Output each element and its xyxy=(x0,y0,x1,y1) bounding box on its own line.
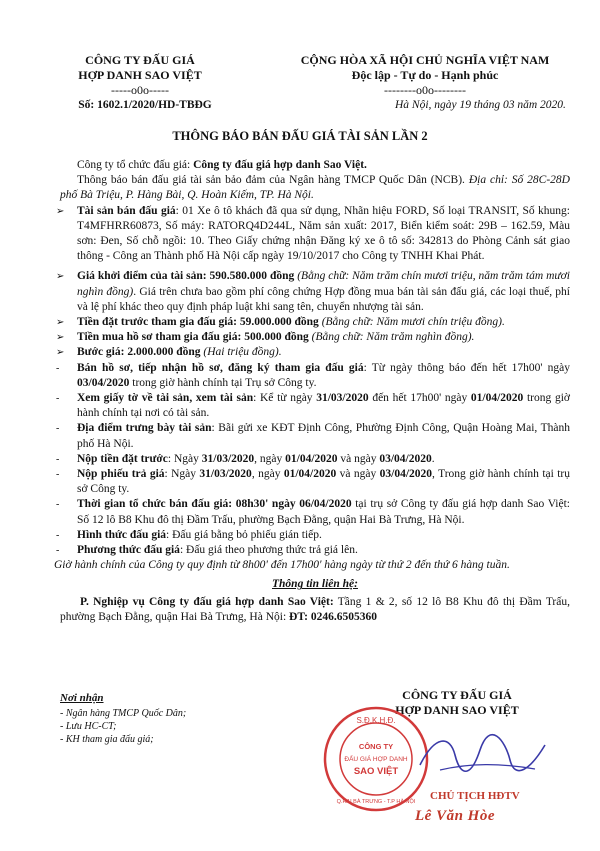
signer-name: Lê Văn Hòe xyxy=(415,808,495,824)
recipients xyxy=(60,692,186,746)
arrow-bullet-icon: ➢ xyxy=(56,271,65,283)
list-item-sale: - Bán hồ sơ, tiếp nhận hồ sơ, đăng ký tham gia đấu giá: Từ ngày thông báo đến hết 17h00' ngày 03/04/2020 trong giờ hành chính tại Trụ sở Công ty. xyxy=(56,361,571,389)
nation-header xyxy=(275,53,575,98)
dash-bullet-icon: - xyxy=(56,393,60,405)
seal-bottom-text: Q.HAI BÀ TRƯNG - T.P HÀ NỘI xyxy=(336,799,416,805)
list-item-deposit: ➢ Tiền đặt trước tham gia đấu giá: 59.000.000 đồng (Bằng chữ: Năm mươi chín triệu đồng). xyxy=(60,315,570,330)
nation-title: CỘNG HÒA XÃ HỘI CHỦ NGHĨA VIỆT NAM xyxy=(300,53,550,67)
list-item-method: - Phương thức đấu giá: Đấu giá theo phương thức trả giá lên. xyxy=(60,543,570,558)
signature-icon xyxy=(410,725,550,785)
contact-info: P. Nghiệp vụ Công ty đấu giá hợp danh Sao Việt: Tầng 1 & 2, số 12 lô B8 Khu đô thị Đầm Trấu, phường Bạch Đằng, quận Hai Bà Trưng, Hà Nội: ĐT: 0246.6505360 xyxy=(60,595,570,623)
recipient-item: - KH tham gia đấu giá; xyxy=(60,734,154,745)
list-item-step: ➢ Bước giá: 2.000.000 đồng (Hai triệu đồng). xyxy=(60,345,570,360)
list-item-view: - Xem giấy tờ về tài sản, xem tài sản: Kể từ ngày 31/03/2020 đến hết 17h00' ngày 01/04/2020 trong giờ hành chính tại nơi có tài sản. xyxy=(56,392,570,420)
office-hours: Giờ hành chính của Công ty quy định từ 8h00' đến 17h00' hàng ngày từ thứ 2 đến thứ 6 hàng tuần. xyxy=(54,559,510,572)
arrow-bullet-icon: ➢ xyxy=(56,332,65,344)
notice-body xyxy=(54,158,571,625)
list-item-ballot: - Nộp phiếu trả giá: Ngày 31/03/2020, ngày 01/04/2020 và ngày 03/04/2020, Trong giờ hành chính tại trụ sở Công ty. xyxy=(56,468,570,496)
list-item-asset: ➢ Tài sản bán đấu giá: 01 Xe ô tô khách đã qua sử dụng, Nhãn hiệu FORD, Số loại TRANSIT, Số khung: T4MFHRR60873, Số máy: RATORQ4D244L, Năm sản xuất: 2017, Biển kiểm soát: 29B – 162.59, Màu sơn: Đen, Số chỗ ngồi: 10. Theo Giấy chứng nhận Đăng ký xe ô tô số: 342813 do Phòng Cảnh sát giao thông - Công an Thành phố Hà Nội cấp ngày 19/10/2017 cho Công ty TNHH Khai Phát. xyxy=(56,204,570,263)
list-item-file-fee: ➢ Tiền mua hồ sơ tham gia đấu giá: 500.000 đồng (Bằng chữ: Năm trăm nghìn đồng). xyxy=(60,330,570,345)
org-header xyxy=(60,53,220,98)
recipients-heading: Nơi nhận xyxy=(60,692,104,704)
dash-bullet-icon: - xyxy=(56,469,60,481)
document-date: Hà Nội, ngày 19 tháng 03 năm 2020. xyxy=(395,99,566,111)
organizer-line: Công ty tổ chức đấu giá: Công ty đấu giá hợp danh Sao Việt. xyxy=(77,159,367,171)
document-number: Số: 1602.1/2020/HD-TBĐG xyxy=(78,99,212,111)
list-item-place: - Địa điểm trưng bày tài sản: Bãi gửi xe KĐT Định Công, Phường Định Công, Quận Hoàng Mai, Thành phố Hà Nội. xyxy=(56,422,570,450)
org-line3: -----o0o----- xyxy=(111,83,169,97)
arrow-bullet-icon: ➢ xyxy=(56,317,65,329)
seal-inner-text: ĐẤU GIÁ HỢP DANH xyxy=(344,756,408,763)
dash-bullet-icon: - xyxy=(56,529,60,541)
dash-bullet-icon: - xyxy=(56,453,60,465)
dash-bullet-icon: - xyxy=(56,499,60,511)
list-item-payment: - Nộp tiền đặt trước: Ngày 31/03/2020, ngày 01/04/2020 và ngày 03/04/2020. xyxy=(60,452,570,467)
arrow-bullet-icon: ➢ xyxy=(56,205,65,217)
recipient-item: - Lưu HC-CT; xyxy=(60,721,117,732)
dash-bullet-icon: - xyxy=(56,362,60,374)
org-line2: HỢP DANH SAO VIỆT xyxy=(78,68,202,82)
recipient-item: - Ngân hàng TMCP Quốc Dân; xyxy=(60,708,187,719)
signature-org2: HỢP DANH SAO VIỆT xyxy=(395,703,519,717)
list-item-start-price: ➢ Giá khởi điểm của tài sản: 590.580.000 đồng (Bằng chữ: Năm trăm chín mươi triệu, năm trăm tám mươi nghìn đồng). Giá trên chưa bao gồm phí công chứng Hợp đồng mua bán tài sản đấu giá, các loại thuế, phí và lệ phí khác theo quy định pháp luật khi sang tên, chuyển nhượng tài sản. xyxy=(56,270,570,313)
seal-name-text: SAO VIỆT xyxy=(353,766,399,777)
arrow-bullet-icon: ➢ xyxy=(56,347,65,359)
seal-top-text: S.Đ.K.H.Đ. xyxy=(356,716,396,725)
page-title: THÔNG BÁO BÁN ĐẤU GIÁ TÀI SẢN LẦN 2 xyxy=(172,129,428,143)
seal-company-text: CÔNG TY xyxy=(358,742,394,751)
dash-bullet-icon: - xyxy=(56,423,60,435)
list-item-form: - Hình thức đấu giá: Đấu giá bằng bỏ phiếu gián tiếp. xyxy=(60,528,570,543)
motto: Độc lập - Tự do - Hạnh phúc xyxy=(351,68,499,82)
notice-line: Thông báo bán đấu giá tài sản bảo đảm của Ngân hàng TMCP Quốc Dân (NCB). Địa chỉ: Số 28C-28D phố Bà Triệu, P. Hàng Bài, Q. Hoàn Kiếm, TP. Hà Nội. xyxy=(60,174,570,202)
dash-bullet-icon: - xyxy=(56,545,60,557)
org-line1: CÔNG TY ĐẤU GIÁ xyxy=(85,53,195,67)
signature-org1: CÔNG TY ĐẤU GIÁ xyxy=(402,688,512,702)
contact-heading: Thông tin liên hệ: xyxy=(272,578,358,591)
signer-position: CHỦ TỊCH HĐTV xyxy=(430,790,520,802)
list-item-time: - Thời gian tổ chức bán đấu giá: 08h30' ngày 06/04/2020 tại trụ sở Công ty đấu giá hợp danh Sao Việt: Số 12 lô B8 Khu đô thị Đầm Trấu, phường Bạch Đằng, quận Hai Bà Trưng, Hà Nội. xyxy=(56,498,570,526)
motto-rule: --------o0o-------- xyxy=(384,83,466,97)
